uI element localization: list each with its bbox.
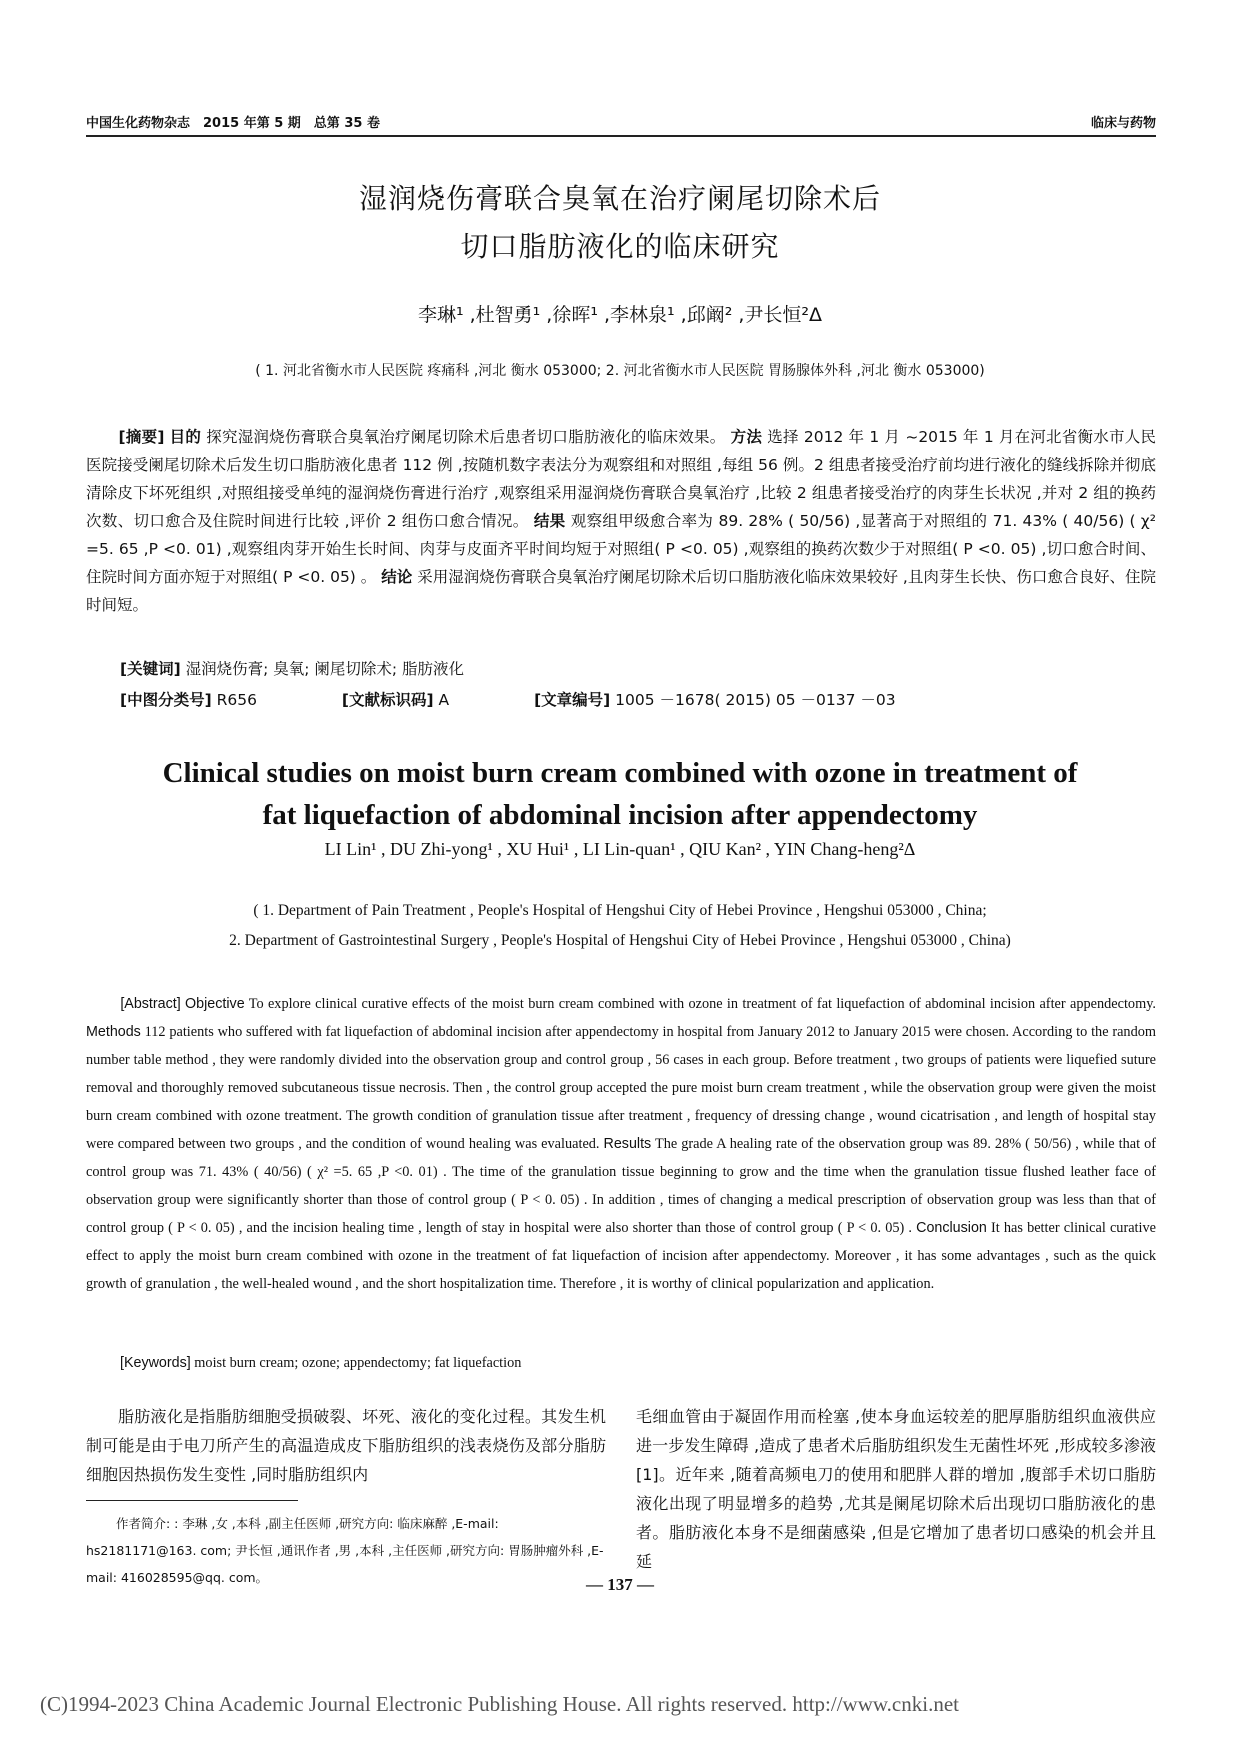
en-objective-text: To explore clinical curative effects of the moist burn cream combined with ozone in treatment of fat liquefaction of abdominal incision after appendectomy.	[248, 996, 1156, 1012]
en-abstract-label: [Abstract]	[120, 996, 181, 1012]
en-keywords-text: moist burn cream; ozone; appendectomy; fat liquefaction	[194, 1355, 522, 1371]
methods-label: 方法	[730, 428, 763, 446]
chinese-title	[100, 175, 1140, 271]
english-affiliation	[100, 896, 1140, 956]
english-abstract	[86, 990, 1156, 1298]
clc-number	[120, 691, 297, 709]
keywords-text: 湿润烧伤膏; 臭氧; 阑尾切除术; 脂肪液化	[185, 660, 465, 678]
objective-label: 目的	[169, 428, 202, 446]
chinese-authors: 李琳¹ ,杜智勇¹ ,徐晖¹ ,李林泉¹ ,邱阚² ,尹长恒²Δ	[417, 304, 823, 326]
article-number-value: 1005 －1678( 2015) 05 －0137 －03	[615, 691, 896, 709]
en-objective-label: Objective	[185, 996, 245, 1012]
english-title-line-1: Clinical studies on moist burn cream combined with ozone in treatment of	[162, 757, 1078, 789]
section-name: 临床与药物	[1090, 116, 1156, 131]
clc-value: R656	[216, 691, 257, 709]
en-conclusion-label: Conclusion	[916, 1220, 987, 1236]
english-title-line-2: fat liquefaction of abdominal incision after appendectomy	[262, 799, 978, 831]
results-text: 观察组甲级愈合率为 89. 28% ( 50/56) ,显著高于对照组的 71. 43% ( 40/56) ( χ² =5. 65 ,P <0. 01) ,观察组肉芽开始生长时间、肉芽与皮面齐平时间均短于对照组( P <0. 05) ,观察组的换药次数少于对照组( P <0. 05) ,切口愈合时间、住院时间方面亦短于对照组( P <0. 05) 。	[86, 512, 1156, 586]
chinese-title-line-2: 切口脂肪液化的临床研究	[460, 230, 780, 263]
english-authors: LI Lin¹ , DU Zhi-yong¹ , XU Hui¹ , LI Lin-quan¹ , QIU Kan² , YIN Chang-heng²Δ	[324, 839, 916, 859]
english-title	[100, 752, 1140, 836]
en-keywords-label: [Keywords]	[120, 1355, 191, 1371]
english-affiliation-line-1: ( 1. Department of Pain Treatment , People's Hospital of Hengshui City of Hebei Province , Hengshui 053000 , China;	[253, 902, 987, 919]
header-rule	[86, 135, 1156, 137]
copyright-notice: (C)1994-2023 China Academic Journal Electronic Publishing House. All rights reserved. http://www.cnki.net	[40, 1692, 959, 1716]
classification-line	[120, 688, 1156, 710]
results-label: 结果	[533, 512, 566, 530]
body-column-right: 毛细血管由于凝固作用而栓塞 ,使本身血运较差的肥厚脂肪组织血液供应进一步发生障碍 ,造成了患者术后脂肪组织发生无菌性坏死 ,形成较多渗液[1]。近年来 ,随着高频电刀的使用和肥胖人群的增加 ,腹部手术切口脂肪液化出现了明显增多的趋势 ,尤其是阑尾切除术后出现切口脂肪液化的患者。脂肪液化本身不是细菌感染 ,但是它增加了患者切口感染的机会并且延	[636, 1407, 1156, 1571]
objective-text: 探究湿润烧伤膏联合臭氧治疗阑尾切除术后患者切口脂肪液化的临床效果。	[206, 428, 726, 446]
author-footnote: 作者简介: : 李琳 ,女 ,本科 ,副主任医师 ,研究方向: 临床麻醉 ,E-mail: hs2181171@163. com; 尹长恒 ,通讯作者 ,男 ,本科 ,主任医师 ,研究方向: 胃肠肿瘤外科 ,E-mail: 416028595@qq. com。	[86, 1516, 604, 1585]
chinese-keywords	[120, 657, 1156, 679]
document-code	[342, 691, 489, 709]
chinese-abstract	[86, 423, 1156, 619]
methods-text: 选择 2012 年 1 月 ~2015 年 1 月在河北省衡水市人民医院接受阑尾切除术后发生切口脂肪液化患者 112 例 ,按随机数字表法分为观察组和对照组 ,每组 56 例。2 组患者接受治疗前均进行液化的缝线拆除并彻底清除皮下坏死组织 ,对照组接受单纯的湿润烧伤膏进行治疗 ,观察组采用湿润烧伤膏联合臭氧治疗 ,比较 2 组患者接受治疗的肉芽生长状况 ,并对 2 组的换药次数、切口愈合及住院时间进行比较 ,评价 2 组伤口愈合情况。	[86, 428, 1156, 530]
english-keywords	[120, 1355, 1156, 1372]
body-column-left: 脂肪液化是指脂肪细胞受损破裂、坏死、液化的变化过程。其发生机制可能是由于电刀所产生的高温造成皮下脂肪组织的浅表烧伤及部分脂肪细胞因热损伤发生变性 ,同时脂肪组织内	[86, 1407, 606, 1484]
clc-label: [中图分类号]	[120, 691, 212, 709]
en-conclusion-text: It has better clinical curative effect to apply the moist burn cream combined with ozone in the treatment of fat liquefaction of incision after appendectomy. Moreover , it has some advantages , such as the quick growth of granulation , the well-healed wound , and the short hospitalization time. Therefore , it is worthy of clinical popularization and application.	[86, 1220, 1156, 1292]
en-results-label: Results	[603, 1136, 652, 1152]
en-methods-label: Methods	[86, 1024, 141, 1040]
chinese-affiliation: ( 1. 河北省衡水市人民医院 疼痛科 ,河北 衡水 053000; 2. 河北省衡水市人民医院 胃肠腺体外科 ,河北 衡水 053000)	[255, 363, 985, 379]
document-code-value: A	[438, 691, 450, 709]
english-affiliation-line-2: 2. Department of Gastrointestinal Surgery , People's Hospital of Hengshui City of Hebei Province , Hengshui 053000 , China)	[229, 932, 1011, 949]
journal-info: 中国生化药物杂志 2015 年第 5 期 总第 35 卷	[86, 116, 380, 131]
conclusion-label: 结论	[381, 568, 413, 586]
en-methods-text: 112 patients who suffered with fat liquefaction of abdominal incision after appendectomy in hospital from January 2012 to January 2015 were chosen. According to the random number table method , they were randomly divided into the observation group and control group , 56 cases in each group. Before treatment , two groups of patients were liquefied suture removal and thoroughly removed subcutaneous tissue necrosis. Then , the control group accepted the pure moist burn cream treatment , while the observation group were given the moist burn cream combined with ozone treatment. The growth condition of granulation tissue after treatment , frequency of dressing change , wound cicatrisation , and length of hospital stay were compared between two groups , and the condition of wound healing was evaluated.	[86, 1024, 1157, 1152]
article-number-label: [文章编号]	[534, 691, 611, 709]
page-number: — 137 —	[586, 1575, 654, 1594]
article-number	[534, 691, 936, 709]
conclusion-text: 采用湿润烧伤膏联合臭氧治疗阑尾切除术后切口脂肪液化临床效果较好 ,且肉芽生长快、伤口愈合良好、住院时间短。	[86, 568, 1156, 614]
running-header	[86, 112, 1156, 134]
chinese-title-line-1: 湿润烧伤膏联合臭氧在治疗阑尾切除术后	[358, 182, 881, 215]
keywords-label: [关键词]	[120, 660, 181, 678]
footnote-rule	[86, 1500, 298, 1501]
en-results-text: The grade A healing rate of the observation group was 89. 28% ( 50/56) , while that of control group was 71. 43% ( 40/56) ( χ² =5. 65 ,P <0. 01) . The time of the granulation tissue beginning to grow and the time when the granulation tissue flushed leather face of observation group were significantly shorter than those of control group ( P < 0. 05) . In addition , times of changing a medical prescription of observation group was less than that of control group ( P < 0. 05) , and the incision healing time , length of stay in hospital were also shorter than those of control group ( P < 0. 05) .	[86, 1136, 1156, 1236]
document-code-label: [文献标识码]	[341, 691, 434, 709]
abstract-label: [摘要]	[118, 428, 165, 446]
